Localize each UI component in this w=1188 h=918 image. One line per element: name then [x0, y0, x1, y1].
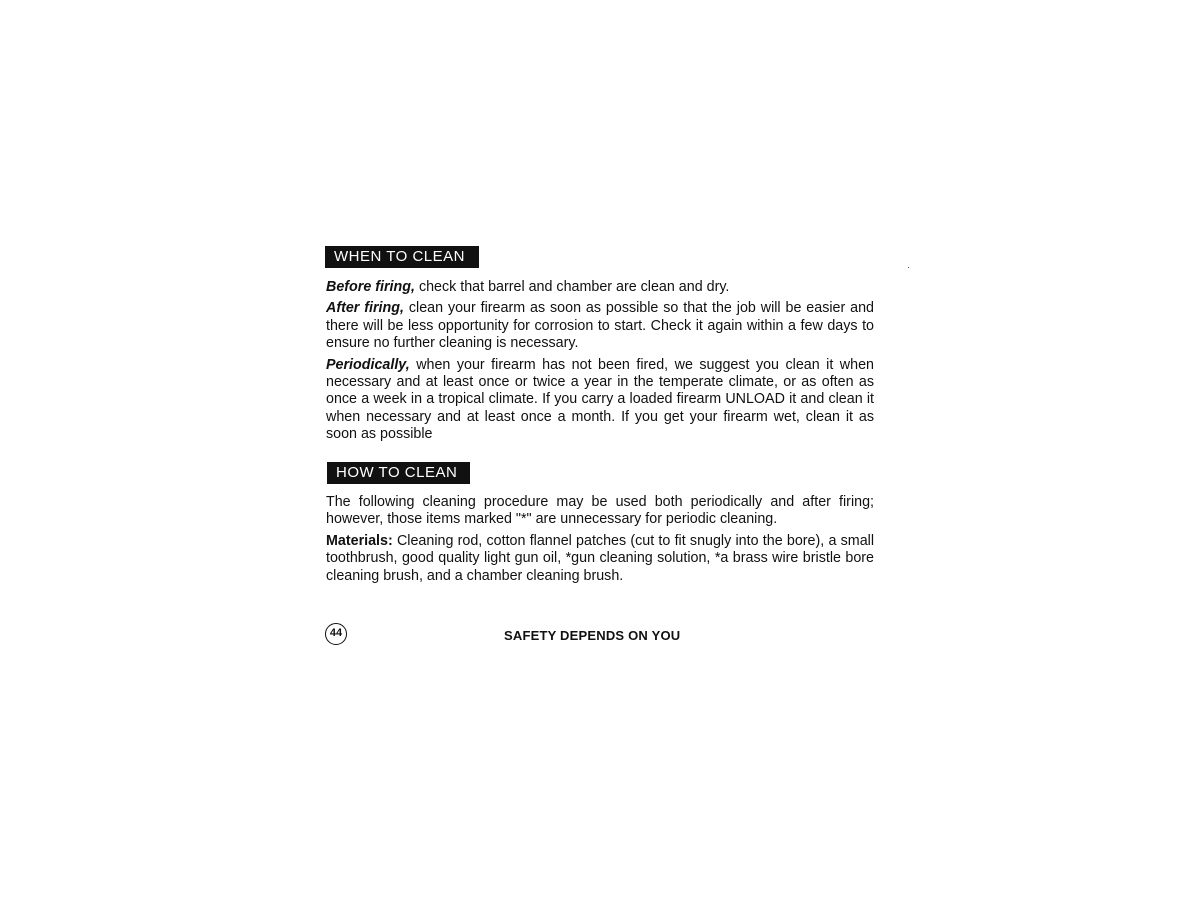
when-to-clean-heading: WHEN TO CLEAN: [325, 246, 479, 268]
materials-lead: Materials:: [326, 532, 393, 549]
materials-text: Cleaning rod, cotton flannel patches (cut to fit snugly into the bore), a small toothbrush, good quality light gun oil, *gun cleaning solution, *a brass wire bristle bore cleaning brush, and a chamber cleaning brush.: [326, 532, 874, 584]
before-firing-text: check that barrel and chamber are clean and dry.: [414, 279, 730, 295]
before-firing-paragraph: [326, 279, 874, 296]
periodically-text: when your firearm has not been fired, we suggest you clean it when necessary and at least once or twice a year in the temperate climate, or as often as once a week in a tropical climate. If you carry a loaded firearm UNLOAD it and clean it when necessary and at least once a month. If you get your firearm wet, clean it as soon as possible: [326, 356, 874, 443]
before-firing-lead: Before firing,: [326, 279, 415, 295]
how-to-clean-section: [326, 494, 874, 589]
after-firing-lead: After firing,: [326, 300, 404, 317]
periodically-paragraph: [326, 357, 874, 444]
page-number-badge: 44: [325, 623, 347, 645]
cleaning-intro-paragraph: The following cleaning procedure may be used both periodically and after firing; however, those items marked "*" are unnecessary for periodic cleaning.: [326, 494, 874, 528]
after-firing-paragraph: [326, 300, 874, 352]
how-to-clean-heading: HOW TO CLEAN: [327, 462, 470, 484]
footer-title: SAFETY DEPENDS ON YOU: [504, 628, 681, 643]
materials-paragraph: [326, 533, 874, 585]
scan-speck: [908, 267, 909, 268]
when-to-clean-section: [326, 279, 874, 448]
periodically-lead: Periodically,: [326, 356, 410, 373]
after-firing-text: clean your firearm as soon as possible so that the job will be easier and there will be less opportunity for corrosion to start. Check it again within a few days to ensure no further cleaning is necessary.: [326, 300, 874, 352]
